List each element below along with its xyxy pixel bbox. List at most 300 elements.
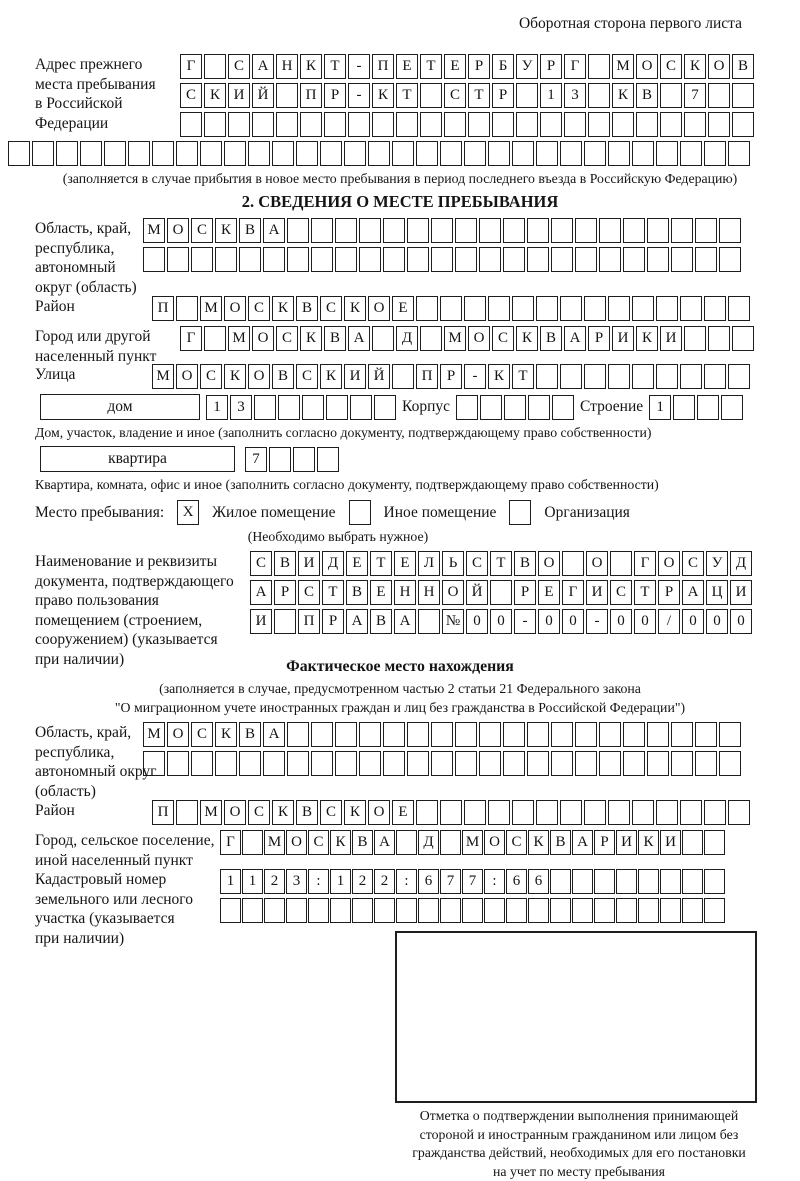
house-type-box[interactable]: дом [40, 394, 200, 420]
char-box[interactable]: - [464, 364, 486, 389]
char-box[interactable]: С [320, 296, 342, 321]
char-box[interactable] [623, 218, 645, 243]
char-box[interactable] [588, 54, 610, 79]
char-box[interactable] [528, 898, 549, 923]
char-box[interactable]: Г [180, 54, 202, 79]
char-box[interactable] [152, 141, 174, 166]
char-box[interactable]: В [370, 609, 392, 634]
char-box[interactable] [396, 898, 417, 923]
char-box[interactable]: Е [346, 551, 368, 576]
char-box[interactable]: А [374, 830, 395, 855]
char-box[interactable]: О [167, 218, 189, 243]
char-box[interactable] [575, 218, 597, 243]
char-box[interactable]: К [300, 326, 322, 351]
char-box[interactable]: Д [396, 326, 418, 351]
apartment-type-box[interactable]: квартира [40, 446, 235, 472]
char-box[interactable]: Й [466, 580, 488, 605]
char-box[interactable]: 1 [540, 83, 562, 108]
char-box[interactable] [374, 898, 395, 923]
char-box[interactable] [551, 751, 573, 776]
char-box[interactable]: А [348, 326, 370, 351]
char-box[interactable]: Е [396, 54, 418, 79]
char-box[interactable] [372, 112, 394, 137]
char-box[interactable] [263, 247, 285, 272]
char-box[interactable]: В [514, 551, 536, 576]
char-box[interactable]: В [272, 364, 294, 389]
char-box[interactable]: К [224, 364, 246, 389]
char-box[interactable]: К [204, 83, 226, 108]
char-box[interactable] [317, 447, 339, 472]
char-box[interactable]: Г [220, 830, 241, 855]
char-box[interactable] [636, 112, 658, 137]
char-box[interactable] [308, 898, 329, 923]
char-box[interactable] [623, 722, 645, 747]
char-box[interactable] [220, 898, 241, 923]
char-box[interactable] [287, 218, 309, 243]
char-box[interactable]: Д [730, 551, 752, 576]
char-box[interactable]: С [248, 800, 270, 825]
char-box[interactable]: А [263, 722, 285, 747]
char-box[interactable]: С [248, 296, 270, 321]
char-box[interactable]: : [308, 869, 329, 894]
char-box[interactable]: Т [324, 54, 346, 79]
char-box[interactable]: К [528, 830, 549, 855]
char-box[interactable]: О [252, 326, 274, 351]
char-box[interactable]: А [572, 830, 593, 855]
char-box[interactable]: Р [440, 364, 462, 389]
char-box[interactable] [359, 751, 381, 776]
char-box[interactable] [440, 296, 462, 321]
char-box[interactable] [732, 326, 754, 351]
char-box[interactable] [671, 247, 693, 272]
char-box[interactable] [167, 247, 189, 272]
char-box[interactable] [359, 722, 381, 747]
char-box[interactable] [594, 898, 615, 923]
char-box[interactable] [512, 800, 534, 825]
char-box[interactable]: К [344, 800, 366, 825]
char-box[interactable] [311, 218, 333, 243]
char-box[interactable] [311, 722, 333, 747]
char-box[interactable] [632, 141, 654, 166]
char-box[interactable] [697, 395, 719, 420]
char-box[interactable] [536, 296, 558, 321]
char-box[interactable] [656, 296, 678, 321]
char-box[interactable]: Т [490, 551, 512, 576]
char-box[interactable]: Р [468, 54, 490, 79]
char-box[interactable]: Н [276, 54, 298, 79]
char-box[interactable] [368, 141, 390, 166]
char-box[interactable] [632, 800, 654, 825]
char-box[interactable]: Е [370, 580, 392, 605]
char-box[interactable]: М [143, 722, 165, 747]
char-box[interactable] [479, 247, 501, 272]
char-box[interactable] [728, 296, 750, 321]
char-box[interactable]: И [298, 551, 320, 576]
char-box[interactable] [695, 722, 717, 747]
char-box[interactable] [320, 141, 342, 166]
char-box[interactable]: А [263, 218, 285, 243]
char-box[interactable] [444, 112, 466, 137]
char-box[interactable] [660, 898, 681, 923]
char-box[interactable]: К [636, 326, 658, 351]
char-box[interactable] [584, 296, 606, 321]
char-box[interactable] [527, 247, 549, 272]
char-box[interactable]: Р [514, 580, 536, 605]
char-box[interactable]: О [636, 54, 658, 79]
char-box[interactable]: 0 [466, 609, 488, 634]
char-box[interactable]: Р [274, 580, 296, 605]
char-box[interactable] [704, 364, 726, 389]
char-box[interactable] [392, 364, 414, 389]
char-box[interactable] [335, 218, 357, 243]
char-box[interactable] [704, 898, 725, 923]
char-box[interactable]: 2 [352, 869, 373, 894]
char-box[interactable]: 1 [242, 869, 263, 894]
char-box[interactable] [599, 751, 621, 776]
char-box[interactable] [242, 830, 263, 855]
char-box[interactable] [392, 141, 414, 166]
char-box[interactable] [492, 112, 514, 137]
char-box[interactable] [695, 751, 717, 776]
char-box[interactable] [560, 296, 582, 321]
char-box[interactable] [506, 898, 527, 923]
char-box[interactable]: В [274, 551, 296, 576]
char-box[interactable]: И [250, 609, 272, 634]
char-box[interactable] [248, 141, 270, 166]
char-box[interactable]: О [658, 551, 680, 576]
char-box[interactable]: В [346, 580, 368, 605]
char-box[interactable] [326, 395, 348, 420]
char-box[interactable]: И [660, 830, 681, 855]
char-box[interactable]: Л [418, 551, 440, 576]
char-box[interactable] [503, 218, 525, 243]
char-box[interactable] [503, 751, 525, 776]
char-box[interactable]: Т [396, 83, 418, 108]
char-box[interactable] [8, 141, 30, 166]
char-box[interactable] [684, 112, 706, 137]
char-box[interactable] [215, 247, 237, 272]
char-box[interactable] [550, 869, 571, 894]
char-box[interactable]: Й [368, 364, 390, 389]
char-box[interactable]: Р [492, 83, 514, 108]
char-box[interactable]: О [248, 364, 270, 389]
char-box[interactable] [575, 722, 597, 747]
char-box[interactable]: К [684, 54, 706, 79]
char-box[interactable]: А [250, 580, 272, 605]
char-box[interactable] [293, 447, 315, 472]
char-box[interactable]: Б [492, 54, 514, 79]
char-box[interactable] [464, 800, 486, 825]
char-box[interactable] [708, 326, 730, 351]
char-box[interactable] [287, 751, 309, 776]
char-box[interactable]: 3 [230, 395, 252, 420]
char-box[interactable]: 7 [245, 447, 267, 472]
char-box[interactable] [418, 898, 439, 923]
char-box[interactable] [180, 112, 202, 137]
char-box[interactable] [638, 869, 659, 894]
char-box[interactable] [455, 722, 477, 747]
char-box[interactable] [550, 898, 571, 923]
char-box[interactable]: И [730, 580, 752, 605]
char-box[interactable]: В [239, 218, 261, 243]
char-box[interactable] [286, 898, 307, 923]
char-box[interactable] [287, 722, 309, 747]
char-box[interactable]: 7 [440, 869, 461, 894]
char-box[interactable] [704, 869, 725, 894]
char-box[interactable] [647, 722, 669, 747]
char-box[interactable] [418, 609, 440, 634]
char-box[interactable]: Ь [442, 551, 464, 576]
char-box[interactable]: В [296, 800, 318, 825]
char-box[interactable] [588, 83, 610, 108]
char-box[interactable] [560, 364, 582, 389]
char-box[interactable]: О [468, 326, 490, 351]
char-box[interactable] [383, 751, 405, 776]
char-box[interactable] [732, 112, 754, 137]
char-box[interactable] [440, 800, 462, 825]
char-box[interactable]: И [586, 580, 608, 605]
char-box[interactable]: М [200, 296, 222, 321]
char-box[interactable] [204, 54, 226, 79]
char-box[interactable]: С [320, 800, 342, 825]
char-box[interactable] [420, 83, 442, 108]
char-box[interactable]: Т [468, 83, 490, 108]
char-box[interactable] [490, 580, 512, 605]
char-box[interactable] [708, 83, 730, 108]
char-box[interactable] [431, 722, 453, 747]
char-box[interactable] [176, 296, 198, 321]
char-box[interactable] [503, 722, 525, 747]
char-box[interactable] [695, 247, 717, 272]
char-box[interactable]: О [442, 580, 464, 605]
char-box[interactable] [575, 751, 597, 776]
char-box[interactable]: 0 [730, 609, 752, 634]
char-box[interactable] [695, 218, 717, 243]
char-box[interactable] [480, 395, 502, 420]
char-box[interactable]: В [296, 296, 318, 321]
char-box[interactable]: С [308, 830, 329, 855]
char-box[interactable]: А [682, 580, 704, 605]
char-box[interactable]: О [586, 551, 608, 576]
char-box[interactable]: - [514, 609, 536, 634]
checkbox-other-premises[interactable] [349, 500, 371, 525]
char-box[interactable] [456, 395, 478, 420]
char-box[interactable]: - [348, 54, 370, 79]
char-box[interactable]: М [228, 326, 250, 351]
char-box[interactable] [252, 112, 274, 137]
char-box[interactable] [264, 898, 285, 923]
char-box[interactable] [352, 898, 373, 923]
char-box[interactable] [407, 751, 429, 776]
char-box[interactable] [104, 141, 126, 166]
char-box[interactable]: Т [322, 580, 344, 605]
char-box[interactable] [728, 800, 750, 825]
char-box[interactable]: Е [392, 296, 414, 321]
char-box[interactable] [455, 751, 477, 776]
char-box[interactable]: 7 [684, 83, 706, 108]
char-box[interactable] [431, 218, 453, 243]
char-box[interactable] [560, 800, 582, 825]
char-box[interactable] [344, 141, 366, 166]
char-box[interactable] [396, 830, 417, 855]
char-box[interactable]: - [586, 609, 608, 634]
char-box[interactable]: Т [420, 54, 442, 79]
char-box[interactable]: Р [658, 580, 680, 605]
char-box[interactable] [239, 247, 261, 272]
char-box[interactable]: М [444, 326, 466, 351]
char-box[interactable] [608, 364, 630, 389]
char-box[interactable]: М [264, 830, 285, 855]
char-box[interactable] [350, 395, 372, 420]
char-box[interactable] [584, 800, 606, 825]
char-box[interactable]: М [143, 218, 165, 243]
char-box[interactable] [572, 869, 593, 894]
char-box[interactable]: М [462, 830, 483, 855]
char-box[interactable] [660, 112, 682, 137]
char-box[interactable]: В [239, 722, 261, 747]
char-box[interactable] [488, 141, 510, 166]
char-box[interactable] [560, 141, 582, 166]
char-box[interactable]: П [372, 54, 394, 79]
char-box[interactable]: С [682, 551, 704, 576]
char-box[interactable] [56, 141, 78, 166]
char-box[interactable] [728, 364, 750, 389]
char-box[interactable] [656, 141, 678, 166]
char-box[interactable] [536, 141, 558, 166]
char-box[interactable] [407, 247, 429, 272]
char-box[interactable]: В [324, 326, 346, 351]
char-box[interactable] [276, 112, 298, 137]
char-box[interactable]: И [612, 326, 634, 351]
char-box[interactable] [383, 722, 405, 747]
char-box[interactable] [167, 751, 189, 776]
char-box[interactable]: С [180, 83, 202, 108]
char-box[interactable]: Ц [706, 580, 728, 605]
char-box[interactable] [623, 247, 645, 272]
char-box[interactable]: О [538, 551, 560, 576]
char-box[interactable]: Е [538, 580, 560, 605]
char-box[interactable] [176, 141, 198, 166]
char-box[interactable]: С [506, 830, 527, 855]
char-box[interactable]: С [660, 54, 682, 79]
char-box[interactable]: 1 [330, 869, 351, 894]
char-box[interactable] [719, 751, 741, 776]
char-box[interactable] [671, 218, 693, 243]
char-box[interactable]: С [228, 54, 250, 79]
char-box[interactable]: С [466, 551, 488, 576]
char-box[interactable]: Г [180, 326, 202, 351]
char-box[interactable] [200, 141, 222, 166]
char-box[interactable] [269, 447, 291, 472]
char-box[interactable]: Е [392, 800, 414, 825]
char-box[interactable]: 0 [562, 609, 584, 634]
char-box[interactable]: М [152, 364, 174, 389]
char-box[interactable] [647, 218, 669, 243]
char-box[interactable]: К [372, 83, 394, 108]
char-box[interactable] [551, 218, 573, 243]
char-box[interactable]: С [610, 580, 632, 605]
char-box[interactable] [708, 112, 730, 137]
char-box[interactable]: Е [394, 551, 416, 576]
char-box[interactable]: М [612, 54, 634, 79]
char-box[interactable] [311, 247, 333, 272]
char-box[interactable] [335, 751, 357, 776]
char-box[interactable]: У [706, 551, 728, 576]
char-box[interactable] [599, 218, 621, 243]
char-box[interactable] [599, 722, 621, 747]
char-box[interactable] [128, 141, 150, 166]
char-box[interactable] [254, 395, 276, 420]
char-box[interactable]: В [352, 830, 373, 855]
char-box[interactable]: О [167, 722, 189, 747]
char-box[interactable] [440, 898, 461, 923]
char-box[interactable] [616, 869, 637, 894]
char-box[interactable]: В [732, 54, 754, 79]
char-box[interactable]: С [492, 326, 514, 351]
char-box[interactable] [584, 141, 606, 166]
char-box[interactable] [191, 751, 213, 776]
char-box[interactable]: С [276, 326, 298, 351]
char-box[interactable] [608, 296, 630, 321]
char-box[interactable]: И [660, 326, 682, 351]
char-box[interactable] [588, 112, 610, 137]
char-box[interactable]: О [224, 800, 246, 825]
checkbox-residential[interactable]: X [177, 500, 199, 525]
char-box[interactable]: О [484, 830, 505, 855]
char-box[interactable]: 0 [490, 609, 512, 634]
char-box[interactable]: С [298, 580, 320, 605]
char-box[interactable]: Р [588, 326, 610, 351]
char-box[interactable] [719, 218, 741, 243]
char-box[interactable]: Д [322, 551, 344, 576]
char-box[interactable]: 6 [506, 869, 527, 894]
char-box[interactable]: У [516, 54, 538, 79]
char-box[interactable] [623, 751, 645, 776]
char-box[interactable]: М [200, 800, 222, 825]
char-box[interactable]: К [300, 54, 322, 79]
char-box[interactable]: К [638, 830, 659, 855]
char-box[interactable]: Р [540, 54, 562, 79]
char-box[interactable] [484, 898, 505, 923]
char-box[interactable] [612, 112, 634, 137]
char-box[interactable]: 2 [264, 869, 285, 894]
char-box[interactable] [374, 395, 396, 420]
char-box[interactable] [431, 247, 453, 272]
char-box[interactable] [479, 218, 501, 243]
char-box[interactable] [704, 830, 725, 855]
char-box[interactable] [540, 112, 562, 137]
char-box[interactable] [719, 247, 741, 272]
char-box[interactable] [671, 722, 693, 747]
char-box[interactable]: - [348, 83, 370, 108]
char-box[interactable]: Й [252, 83, 274, 108]
char-box[interactable]: К [330, 830, 351, 855]
char-box[interactable] [440, 830, 461, 855]
char-box[interactable] [488, 296, 510, 321]
char-box[interactable]: 1 [649, 395, 671, 420]
char-box[interactable] [335, 247, 357, 272]
char-box[interactable]: № [442, 609, 464, 634]
char-box[interactable]: 0 [706, 609, 728, 634]
char-box[interactable]: Р [594, 830, 615, 855]
char-box[interactable]: К [215, 722, 237, 747]
char-box[interactable]: С [191, 218, 213, 243]
char-box[interactable]: Т [512, 364, 534, 389]
char-box[interactable] [503, 247, 525, 272]
char-box[interactable] [732, 83, 754, 108]
char-box[interactable]: К [612, 83, 634, 108]
char-box[interactable] [396, 112, 418, 137]
